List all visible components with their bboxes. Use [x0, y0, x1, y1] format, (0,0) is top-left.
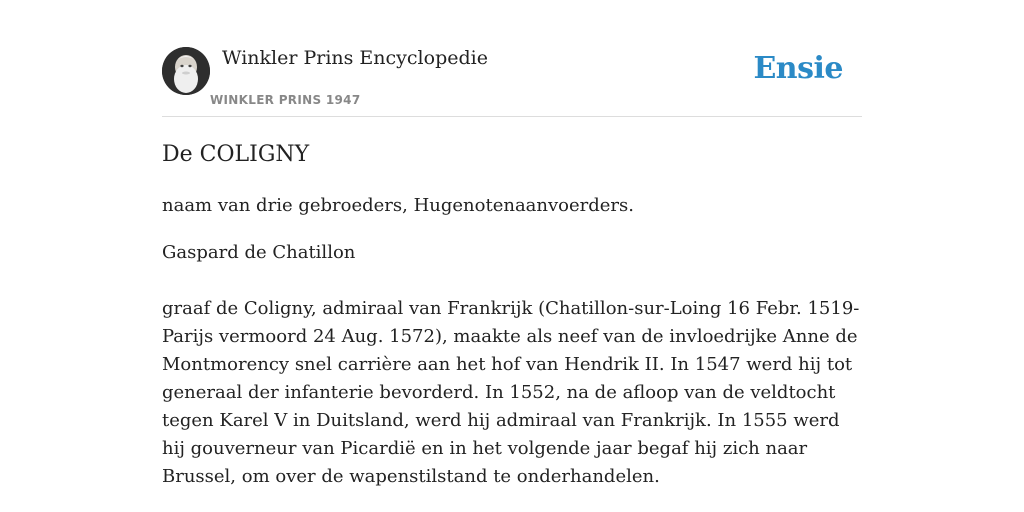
article-subheading: Gaspard de Chatillon: [162, 242, 356, 263]
article-title: De COLIGNY: [162, 142, 310, 167]
source-label[interactable]: WINKLER PRINS 1947: [210, 93, 361, 107]
avatar[interactable]: [162, 47, 210, 95]
page-container: [162, 0, 862, 487]
ensie-logo[interactable]: Ensie: [753, 51, 843, 86]
header: [162, 0, 862, 117]
article-intro: naam van drie gebroeders, Hugenotenaanvoerders.: [162, 195, 634, 216]
bearded-man-portrait-icon: [162, 47, 210, 95]
article-body: graaf de Coligny, admiraal van Frankrijk (Chatillon-sur-Loing 16 Febr. 1519-Parijs vermoord 24 Aug. 1572), maakte als neef van de invloedrijke Anne de Montmorency snel carrière aan het hof van Hendrik II. In 1547 werd hij tot generaal der infanterie bevorderd. In 1552, na de afloop van de veldtocht tegen Karel V in Duitsland, werd hij admiraal van Frankrijk. In 1555 werd hij gouverneur van Picardië en in het volgende jaar begaf hij zich naar Brussel, om over de wapenstilstand te onderhandelen.: [162, 298, 860, 487]
site-title[interactable]: Winkler Prins Encyclopedie: [222, 47, 488, 69]
